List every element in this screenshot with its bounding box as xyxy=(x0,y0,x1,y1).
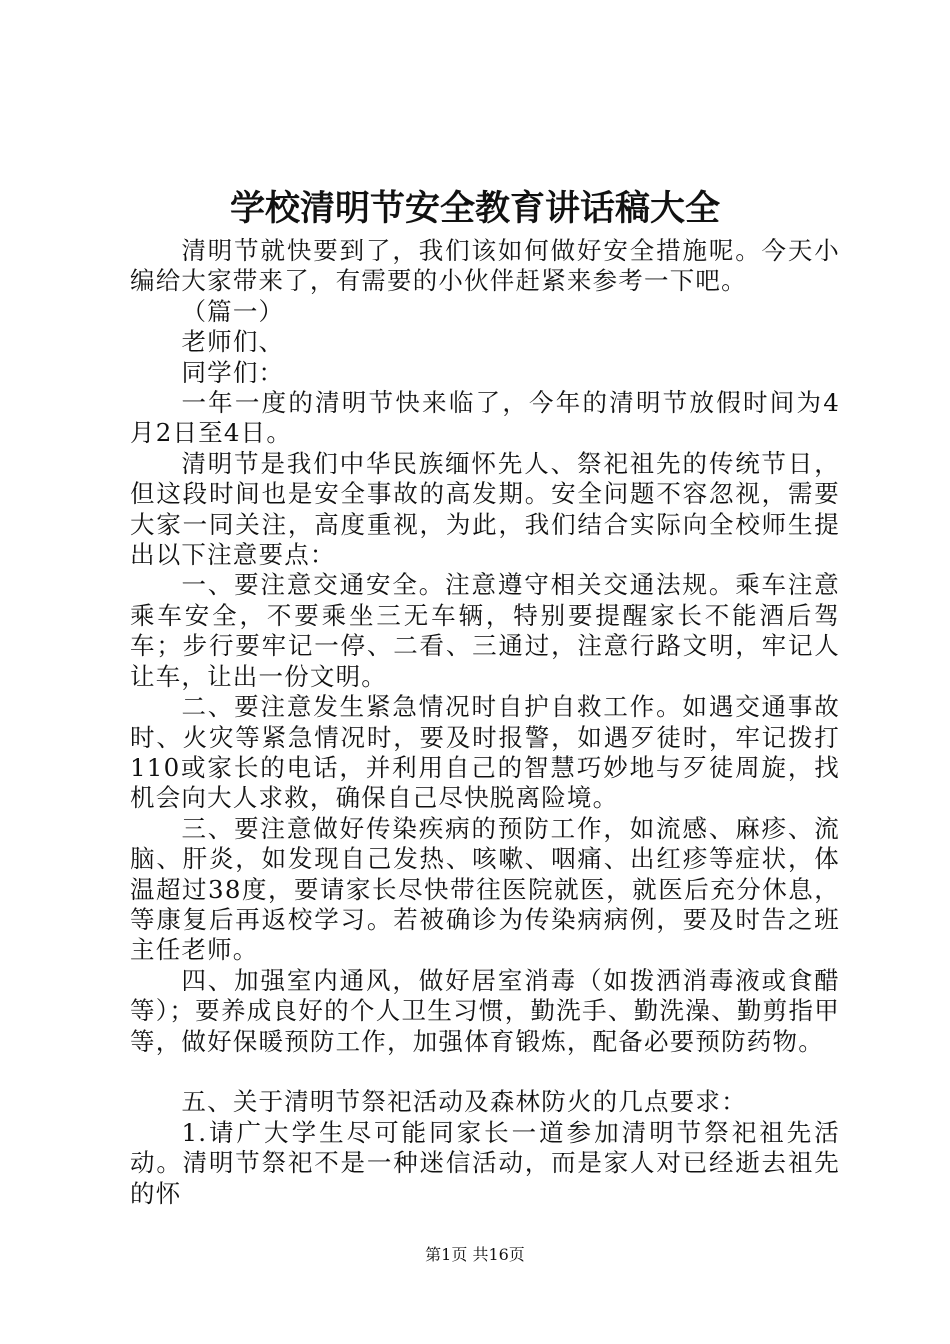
section-heading: （篇一） xyxy=(181,296,285,326)
point-paragraph: 一、要注意交通安全。注意遵守相关交通法规。乘车注意乘车安全，不要乘坐三无车辆，特别要提醒家长不能酒后驾车；步行要牢记一停、二看、三通过，注意行路文明，牢记人让车，让出一份文明。 xyxy=(130,570,840,691)
document-title: 学校清明节安全教育讲话稿大全 xyxy=(229,188,720,229)
point-paragraph: 五、关于清明节祭祀活动及森林防火的几点要求： xyxy=(181,1087,747,1117)
point-paragraph: 四、加强室内通风，做好居室消毒（如拨洒消毒液或食醋等）；要养成良好的个人卫生习惯，勤洗手、勤洗澡、勤剪指甲等，做好保暖预防工作，加强体育锻炼，配备必要预防药物。 xyxy=(130,965,840,1056)
blank-line xyxy=(130,1057,840,1087)
intro-paragraph: 清明节就快要到了，我们该如何做好安全措施呢。今天小编给大家带来了，有需要的小伙伴赶紧来参考一下吧。 xyxy=(130,236,840,296)
salutation-students: 同学们： xyxy=(181,357,285,387)
point-paragraph: 三、要注意做好传染疾病的预防工作，如流感、麻疹、流脑、肝炎，如发现自己发热、咳嗽、咽痛、出红疹等症状，体温超过38度，要请家长尽快带往医院就医，就医后充分休息，等康复后再返校学习。若被确诊为传染病病例，要及时告之班主任老师。 xyxy=(130,813,840,965)
sub-point-paragraph: 1.请广大学生尽可能同家长一道参加清明节祭祀祖先活动。清明节祭祀不是一种迷信活动，而是家人对已经逝去祖先的怀 xyxy=(130,1117,840,1208)
page-footer: 第1页 共16页 xyxy=(425,1245,525,1264)
salutation-teachers: 老师们、 xyxy=(181,327,285,357)
body-paragraph: 一年一度的清明节快来临了，今年的清明节放假时间为4月2日至4日。 xyxy=(130,388,840,448)
point-paragraph: 二、要注意发生紧急情况时自护自救工作。如遇交通事故时、火灾等紧急情况时，要及时报警，如遇歹徒时，牢记拨打110或家长的电话，并利用自己的智慧巧妙地与歹徒周旋，找机会向大人求救，确保自己尽快脱离险境。 xyxy=(130,692,840,813)
document-body xyxy=(130,236,840,1209)
body-paragraph: 清明节是我们中华民族缅怀先人、祭祀祖先的传统节日，但这段时间也是安全事故的高发期。安全问题不容忽视，需要大家一同关注，高度重视，为此，我们结合实际向全校师生提出以下注意要点： xyxy=(130,448,840,570)
